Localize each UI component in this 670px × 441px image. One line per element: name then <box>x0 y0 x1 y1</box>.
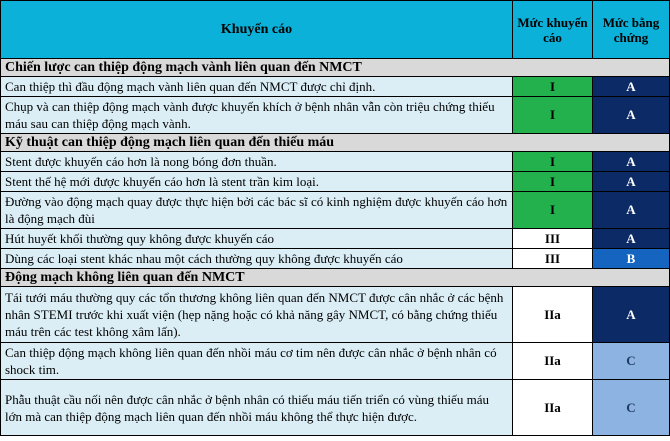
section-title: Kỹ thuật can thiệp động mạch liên quan đến thiếu máu <box>1 134 670 152</box>
recommendation-text: Can thiệp động mạch không liên quan đến nhồi máu cơ tim nên được cân nhắc ở bệnh nhân có shock tim. <box>1 343 513 380</box>
class-cell: IIa <box>513 343 593 380</box>
section-header-row <box>1 269 670 287</box>
level-cell: A <box>593 172 670 192</box>
level-cell: A <box>593 152 670 172</box>
table-row <box>1 343 670 380</box>
level-cell: C <box>593 343 670 380</box>
section-title: Chiến lược can thiệp động mạch vành liên quan đến NMCT <box>1 59 670 77</box>
recommendation-text: Đường vào động mạch quay được thực hiện bởi các bác sĩ có kinh nghiệm được khuyến cáo hơn là động mạch đùi <box>1 192 513 229</box>
level-cell: B <box>593 249 670 269</box>
table-row <box>1 77 670 97</box>
table-row <box>1 97 670 134</box>
section-title: Động mạch không liên quan đến NMCT <box>1 269 670 287</box>
class-cell: I <box>513 97 593 134</box>
level-cell: A <box>593 192 670 229</box>
section-header-row <box>1 134 670 152</box>
table-row <box>1 380 670 436</box>
header-class: Mức khuyến cáo <box>513 1 593 59</box>
class-cell: IIa <box>513 380 593 436</box>
class-cell: III <box>513 249 593 269</box>
recommendation-text: Can thiệp thì đầu động mạch vành liên quan đến NMCT được chỉ định. <box>1 77 513 97</box>
table-row <box>1 287 670 343</box>
level-cell: A <box>593 97 670 134</box>
table-row <box>1 192 670 229</box>
recommendation-text: Phẫu thuật cầu nối nên được cân nhắc ở bệnh nhân có thiếu máu tiến triển có vùng thiếu máu lớn mà can thiệp động mạch liên quan đến nhồi máu không thể thực hiện được. <box>1 380 513 436</box>
table-row <box>1 152 670 172</box>
table-row <box>1 229 670 249</box>
recommendation-text: Hút huyết khối thường quy không được khuyến cáo <box>1 229 513 249</box>
class-cell: I <box>513 152 593 172</box>
class-cell: I <box>513 192 593 229</box>
section-header-row <box>1 59 670 77</box>
header-level: Mức bằng chứng <box>593 1 670 59</box>
class-cell: I <box>513 77 593 97</box>
class-cell: IIa <box>513 287 593 343</box>
class-cell: I <box>513 172 593 192</box>
table-row <box>1 172 670 192</box>
level-cell: A <box>593 77 670 97</box>
table-row <box>1 249 670 269</box>
header-recommendation: Khuyến cáo <box>1 1 513 59</box>
header-row <box>1 1 670 59</box>
level-cell: A <box>593 229 670 249</box>
recommendation-text: Stent thế hệ mới được khuyến cáo hơn là stent trần kim loại. <box>1 172 513 192</box>
level-cell: A <box>593 287 670 343</box>
level-cell: C <box>593 380 670 436</box>
recommendation-text: Chụp và can thiệp động mạch vành được khuyến khích ở bệnh nhân vẫn còn triệu chứng thiếu máu sau can thiệp động mạch vành. <box>1 97 513 134</box>
recommendation-text: Dùng các loại stent khác nhau một cách thường quy không được khuyến cáo <box>1 249 513 269</box>
recommendation-text: Tái tưới máu thường quy các tổn thương không liên quan đến NMCT được cân nhắc ở các bệnh nhân STEMI trước khi xuất viện (hẹp nặng hoặc có khả năng gây NMCT, có bằng chứng thiếu máu trên các test không xâm lấn). <box>1 287 513 343</box>
recommendation-text: Stent được khuyến cáo hơn là nong bóng đơn thuần. <box>1 152 513 172</box>
class-cell: III <box>513 229 593 249</box>
